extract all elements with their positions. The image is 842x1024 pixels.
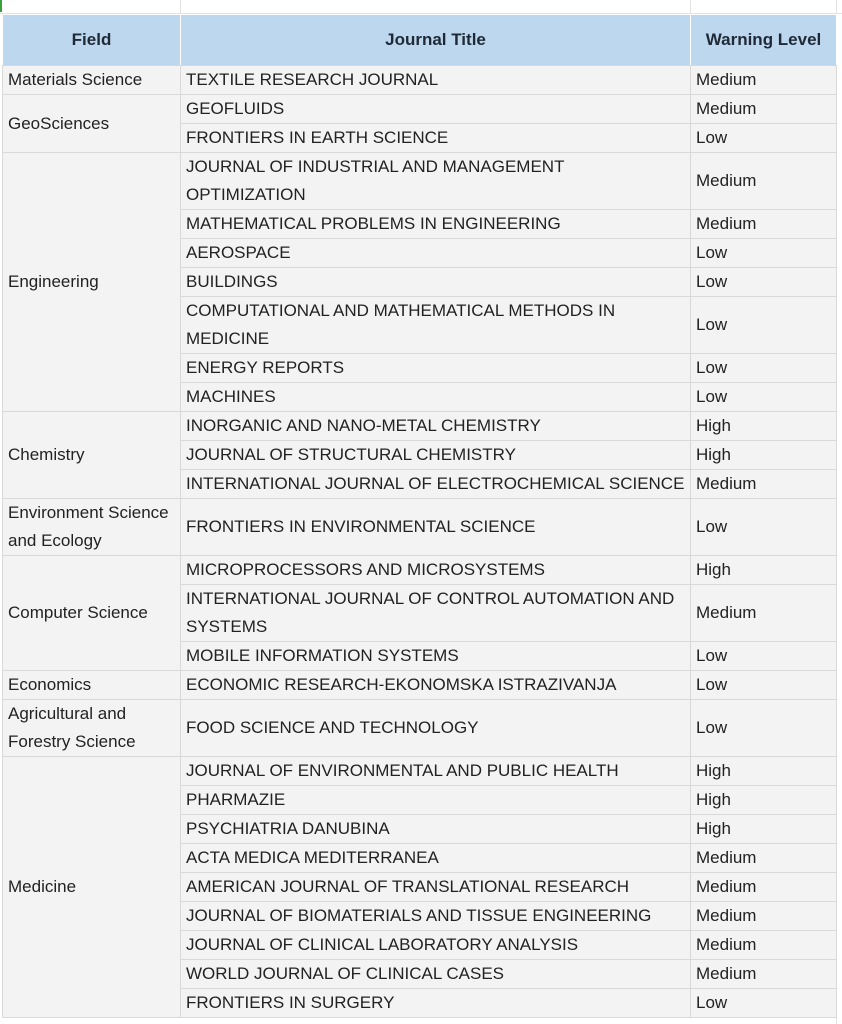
journal-title-cell[interactable]: ACTA MEDICA MEDITERRANEA [181, 844, 691, 873]
warning-level-cell[interactable]: Low [691, 499, 837, 556]
active-cell-indicator [0, 0, 2, 12]
warning-level-cell[interactable]: Low [691, 268, 837, 297]
journal-title-cell[interactable]: GEOFLUIDS [181, 95, 691, 124]
journal-title-cell[interactable]: JOURNAL OF CLINICAL LABORATORY ANALYSIS [181, 931, 691, 960]
warning-level-cell[interactable]: High [691, 441, 837, 470]
journal-title-cell[interactable]: JOURNAL OF BIOMATERIALS AND TISSUE ENGINEERING [181, 902, 691, 931]
journal-title-cell[interactable]: INORGANIC AND NANO-METAL CHEMISTRY [181, 412, 691, 441]
warning-level-cell[interactable]: Low [691, 989, 837, 1018]
journal-title-cell[interactable]: FRONTIERS IN ENVIRONMENTAL SCIENCE [181, 499, 691, 556]
journal-title-cell[interactable]: AMERICAN JOURNAL OF TRANSLATIONAL RESEARCH [181, 873, 691, 902]
warning-level-cell[interactable]: Medium [691, 210, 837, 239]
warning-level-cell[interactable]: High [691, 412, 837, 441]
journal-title-cell[interactable]: WORLD JOURNAL OF CLINICAL CASES [181, 960, 691, 989]
field-cell[interactable]: Chemistry [3, 412, 181, 499]
journal-title-cell[interactable]: MATHEMATICAL PROBLEMS IN ENGINEERING [181, 210, 691, 239]
warning-level-cell[interactable]: Medium [691, 95, 837, 124]
warning-level-cell[interactable]: High [691, 815, 837, 844]
warning-level-cell[interactable]: High [691, 556, 837, 585]
field-column-header[interactable]: Field [3, 15, 181, 66]
warning-level-cell[interactable]: Low [691, 297, 837, 354]
journal-warning-table [2, 14, 837, 1018]
table-row [3, 66, 837, 95]
journal-title-cell[interactable]: FRONTIERS IN SURGERY [181, 989, 691, 1018]
journal-title-cell[interactable]: JOURNAL OF ENVIRONMENTAL AND PUBLIC HEALTH [181, 757, 691, 786]
journal-title-cell[interactable]: BUILDINGS [181, 268, 691, 297]
table-row [3, 412, 837, 441]
journal-title-column-header[interactable]: Journal Title [181, 15, 691, 66]
warning-level-cell[interactable]: High [691, 786, 837, 815]
journal-title-cell[interactable]: INTERNATIONAL JOURNAL OF ELECTROCHEMICAL SCIENCE [181, 470, 691, 499]
warning-level-cell[interactable]: High [691, 757, 837, 786]
table-row [3, 153, 837, 210]
journal-title-cell[interactable]: JOURNAL OF INDUSTRIAL AND MANAGEMENT OPTIMIZATION [181, 153, 691, 210]
journal-title-cell[interactable]: ENERGY REPORTS [181, 354, 691, 383]
warning-level-cell[interactable]: Low [691, 383, 837, 412]
journal-title-cell[interactable]: INTERNATIONAL JOURNAL OF CONTROL AUTOMATION AND SYSTEMS [181, 585, 691, 642]
warning-level-cell[interactable]: Medium [691, 470, 837, 499]
journal-title-cell[interactable]: MACHINES [181, 383, 691, 412]
journal-title-cell[interactable]: COMPUTATIONAL AND MATHEMATICAL METHODS IN MEDICINE [181, 297, 691, 354]
table-row [3, 671, 837, 700]
field-cell[interactable]: Environment Science and Ecology [3, 499, 181, 556]
warning-level-cell[interactable]: Medium [691, 66, 837, 95]
journal-title-cell[interactable]: FOOD SCIENCE AND TECHNOLOGY [181, 700, 691, 757]
warning-level-cell[interactable]: Medium [691, 844, 837, 873]
warning-level-cell[interactable]: Medium [691, 153, 837, 210]
warning-level-cell[interactable]: Medium [691, 960, 837, 989]
journal-title-cell[interactable]: MOBILE INFORMATION SYSTEMS [181, 642, 691, 671]
warning-level-cell[interactable]: Low [691, 671, 837, 700]
warning-level-cell[interactable]: Medium [691, 873, 837, 902]
table-header-row [3, 15, 837, 66]
journal-title-cell[interactable]: ECONOMIC RESEARCH-EKONOMSKA ISTRAZIVANJA [181, 671, 691, 700]
warning-level-cell[interactable]: Low [691, 124, 837, 153]
journal-title-cell[interactable]: PSYCHIATRIA DANUBINA [181, 815, 691, 844]
field-cell[interactable]: Computer Science [3, 556, 181, 671]
field-cell[interactable]: Materials Science [3, 66, 181, 95]
journal-title-cell[interactable]: JOURNAL OF STRUCTURAL CHEMISTRY [181, 441, 691, 470]
field-cell[interactable]: Engineering [3, 153, 181, 412]
journal-title-cell[interactable]: FRONTIERS IN EARTH SCIENCE [181, 124, 691, 153]
journal-title-cell[interactable]: AEROSPACE [181, 239, 691, 268]
journal-title-cell[interactable]: PHARMAZIE [181, 786, 691, 815]
journal-title-cell[interactable]: MICROPROCESSORS AND MICROSYSTEMS [181, 556, 691, 585]
table-row [3, 499, 837, 556]
warning-level-cell[interactable]: Low [691, 642, 837, 671]
warning-level-cell[interactable]: Low [691, 354, 837, 383]
table-row [3, 700, 837, 757]
field-cell[interactable]: Medicine [3, 757, 181, 1018]
warning-level-column-header[interactable]: Warning Level [691, 15, 837, 66]
column-gridline [690, 0, 691, 14]
table-row [3, 757, 837, 786]
warning-level-cell[interactable]: Low [691, 700, 837, 757]
column-gridline [180, 0, 181, 14]
warning-level-cell[interactable]: Medium [691, 902, 837, 931]
field-cell[interactable]: Economics [3, 671, 181, 700]
field-cell[interactable]: Agricultural and Forestry Science [3, 700, 181, 757]
table-row [3, 95, 837, 124]
warning-level-cell[interactable]: Medium [691, 585, 837, 642]
table-body [3, 66, 837, 1018]
field-cell[interactable]: GeoSciences [3, 95, 181, 153]
warning-level-cell[interactable]: Medium [691, 931, 837, 960]
table-row [3, 556, 837, 585]
warning-level-cell[interactable]: Low [691, 239, 837, 268]
journal-title-cell[interactable]: TEXTILE RESEARCH JOURNAL [181, 66, 691, 95]
